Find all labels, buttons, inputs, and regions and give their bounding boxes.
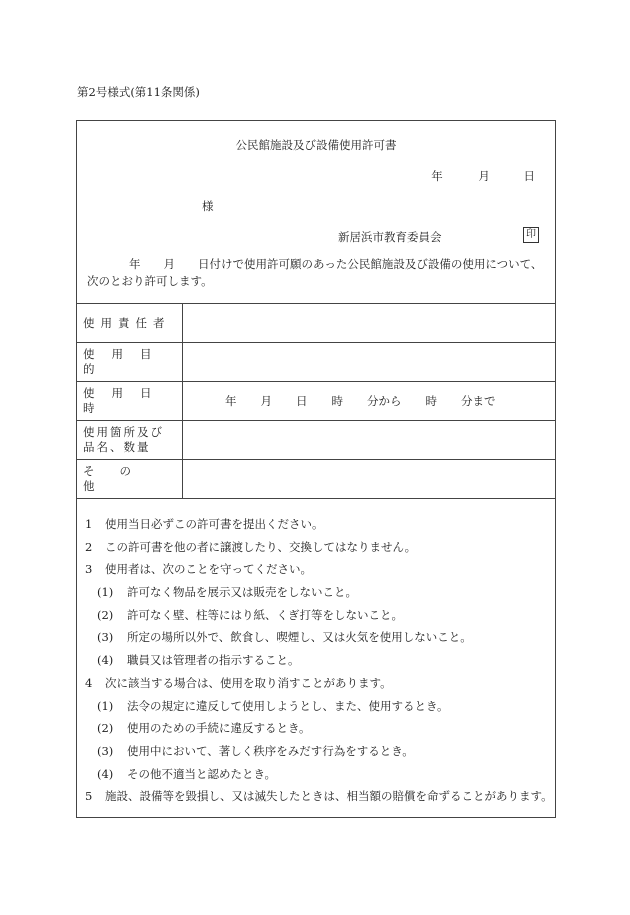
list-item: (4) その他不適当と認めたとき。 (97, 766, 277, 781)
list-item: (4) 職員又は管理者の指示すること。 (97, 653, 300, 668)
list-item: 3 使用者は、次のことを守ってください。 (85, 562, 312, 577)
row-value-other (183, 460, 555, 498)
issuer-name: 新居浜市教育委員会 (338, 230, 442, 244)
list-item: 5 施設、設備等を毀損し、又は滅失したときは、相当額の賠償を命ずることがあります。 (85, 789, 553, 804)
date-year: 年 (431, 169, 443, 183)
permit-statement: 年 月 日付けで使用許可願のあった公民館施設及び設備の使用について、次のとおり許可します。 (87, 257, 543, 288)
date-day: 日 (523, 169, 535, 183)
row-value-location-items (183, 421, 555, 459)
document-title: 公民館施設及び設備使用許可書 (235, 138, 397, 152)
list-item: 4 次に該当する場合は、使用を取り消すことがあります。 (85, 675, 392, 690)
row-value-responsible (183, 304, 555, 342)
addressee-suffix: 様 (202, 199, 214, 213)
seal-mark: 印 (523, 227, 539, 243)
table-bottom-border (77, 498, 555, 499)
list-item: (1) 許可なく物品を展示又は販売をしないこと。 (97, 585, 357, 600)
row-label-other: その他 (77, 460, 183, 498)
table-row (77, 303, 555, 342)
list-item: (2) 許可なく壁、柱等にはり紙、くぎ打等をしないこと。 (97, 607, 403, 622)
row-value-datetime: 年 月 日 時 分から 時 分まで (225, 394, 496, 408)
notes-list (85, 513, 551, 808)
issue-date (431, 168, 535, 184)
row-label-datetime: 使用日時 (77, 382, 183, 420)
form-number-label: 第2号様式(第11条関係) (77, 85, 200, 99)
date-month: 月 (478, 169, 490, 183)
list-item: 2 この許可書を他の者に譲渡したり、交換してはなりません。 (85, 539, 417, 554)
table-row (77, 381, 555, 420)
row-label-responsible: 使用責任者 (77, 304, 183, 342)
list-item: (2) 使用のための手続に違反するとき。 (97, 721, 311, 736)
table-row (77, 459, 555, 498)
list-item: (3) 所定の場所以外で、飲食し、喫煙し、又は火気を使用しないこと。 (97, 630, 472, 645)
row-value-purpose (183, 343, 555, 381)
row-label-location-items: 使用箇所及び品名、数量 (77, 421, 183, 459)
permit-form-frame (76, 120, 556, 818)
row-label-purpose: 使用目的 (77, 343, 183, 381)
list-item: 1 使用当日必ずこの許可書を提出ください。 (85, 517, 324, 531)
table-row (77, 342, 555, 381)
table-row (77, 420, 555, 459)
list-item: (1) 法令の規定に違反して使用しようとし、また、使用するとき。 (97, 698, 449, 713)
list-item: (3) 使用中において、著しく秩序をみだす行為をするとき。 (97, 743, 414, 758)
